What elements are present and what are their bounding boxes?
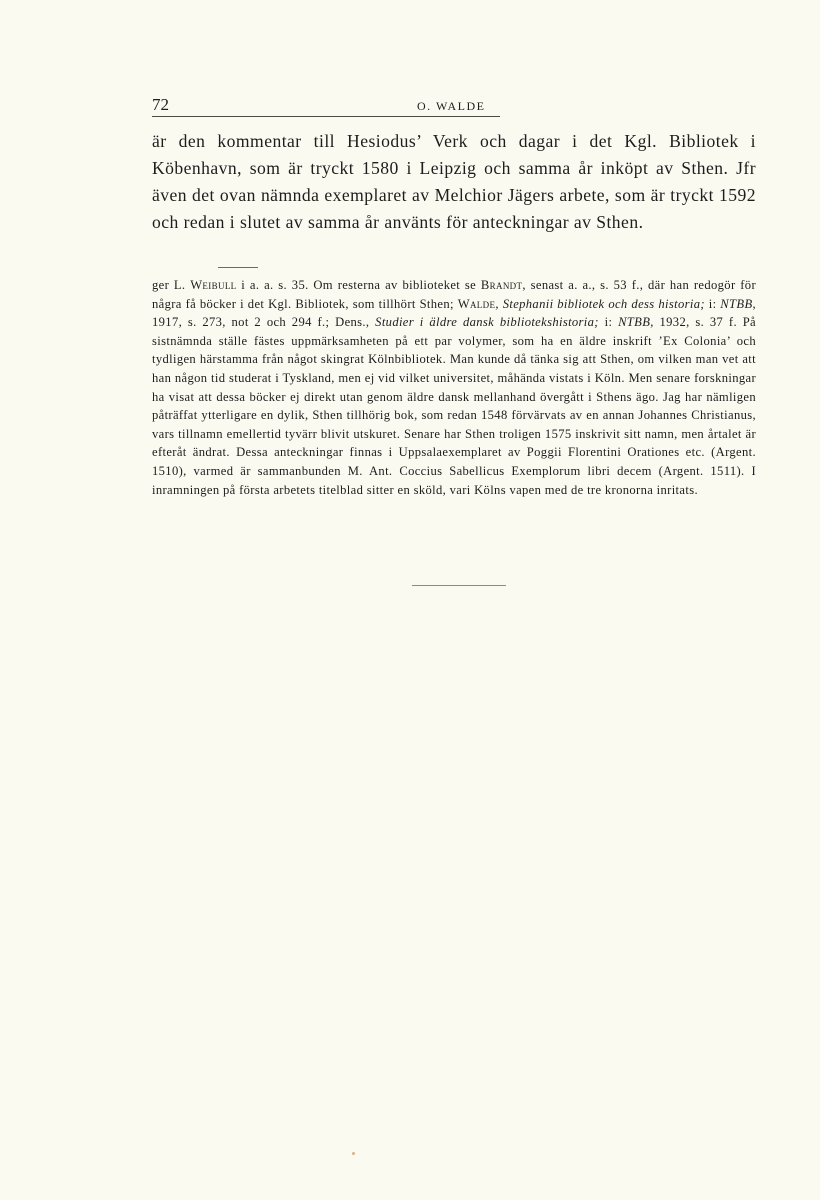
author-name-brandt: Brandt [480, 278, 523, 292]
footnote-divider [218, 267, 258, 268]
footnote-text: , 1917, s. 273, not 2 och 294 f.; Dens., [152, 296, 756, 330]
journal-abbreviation: NTBB [618, 315, 651, 330]
footnote-text: , senast a. a., s. 53 f., där han redogör för några få böcker i det Kgl. Bibliotek, som tillhört Sthen; [152, 278, 756, 311]
author-name-weibull: Weibull [190, 278, 237, 292]
end-divider [412, 585, 506, 586]
footnote-text: i: [598, 315, 619, 330]
footnote-text: i a. a. s. 35. Om resterna av biblioteket se [236, 278, 481, 292]
work-title: Studier i äldre dansk bibliotekshistoria; [375, 315, 599, 330]
running-head: O. WALDE [417, 99, 486, 113]
paper-speck [352, 1152, 355, 1155]
footnote-text: ger L. [152, 278, 191, 292]
body-paragraph: är den kommentar till Hesiodus’ Verk och dagar i det Kgl. Bibliotek i Köbenhavn, som är tryckt 1580 i Leipzig och samma år inköpt av Sthen. Jfr även det ovan nämnda exemplaret av Melchior Jägers arbete, som är tryckt 1592 och redan i slutet av samma år använts för anteckningar av Sthen. [152, 131, 756, 232]
page-number: 72 [152, 95, 169, 114]
footnote-text: , 1932, s. 37 f. På sistnämnda ställe fästes uppmärksamheten på ett par volymer, som ha en äldre inskrift ’Ex Colonia’ och tydligen härstamma från något skingrat Kölnbibliotek. Man kunde då tänka sig att Sthen, om vilken man vet att han någon tid studerat i Tyskland, men ej vid vilket universitet, måhända vistats i Köln. Men senare forskningar ha visat att dessa böcker ej direkt utan genom äldre dansk mellanhand övergått i Sthens ägo. Jag har nämligen påträffat ytterligare en dylik, Sthen tillhörig bok, som redan 1548 förvärvats av en annan Johannes Christianus, vars tillnamn emellertid tyvärr blivit utskuret. Senare har Sthen troligen 1575 inskrivit sitt namn, men årtalet är efteråt ändrat. Dessa anteckningar finnas i Uppsalaexemplaret av Poggii Florentini Orationes etc. (Argent. 1510), varmed är sammanbunden M. Ant. Coccius Sabellicus Exemplorum libri decem (Argent. 1511). I inramningen på första arbetets titelblad sitter en sköld, vari Kölns vapen med de tre kronorna inritats. [152, 315, 756, 497]
page-header [152, 94, 500, 117]
footnote-text: , [495, 296, 503, 311]
footnote [152, 276, 756, 499]
footnote-text: i: [704, 296, 721, 311]
work-title: Stephanii bibliotek och dess historia; [502, 296, 705, 311]
journal-abbreviation: NTBB [720, 296, 753, 311]
author-name-walde: Walde [457, 296, 496, 311]
